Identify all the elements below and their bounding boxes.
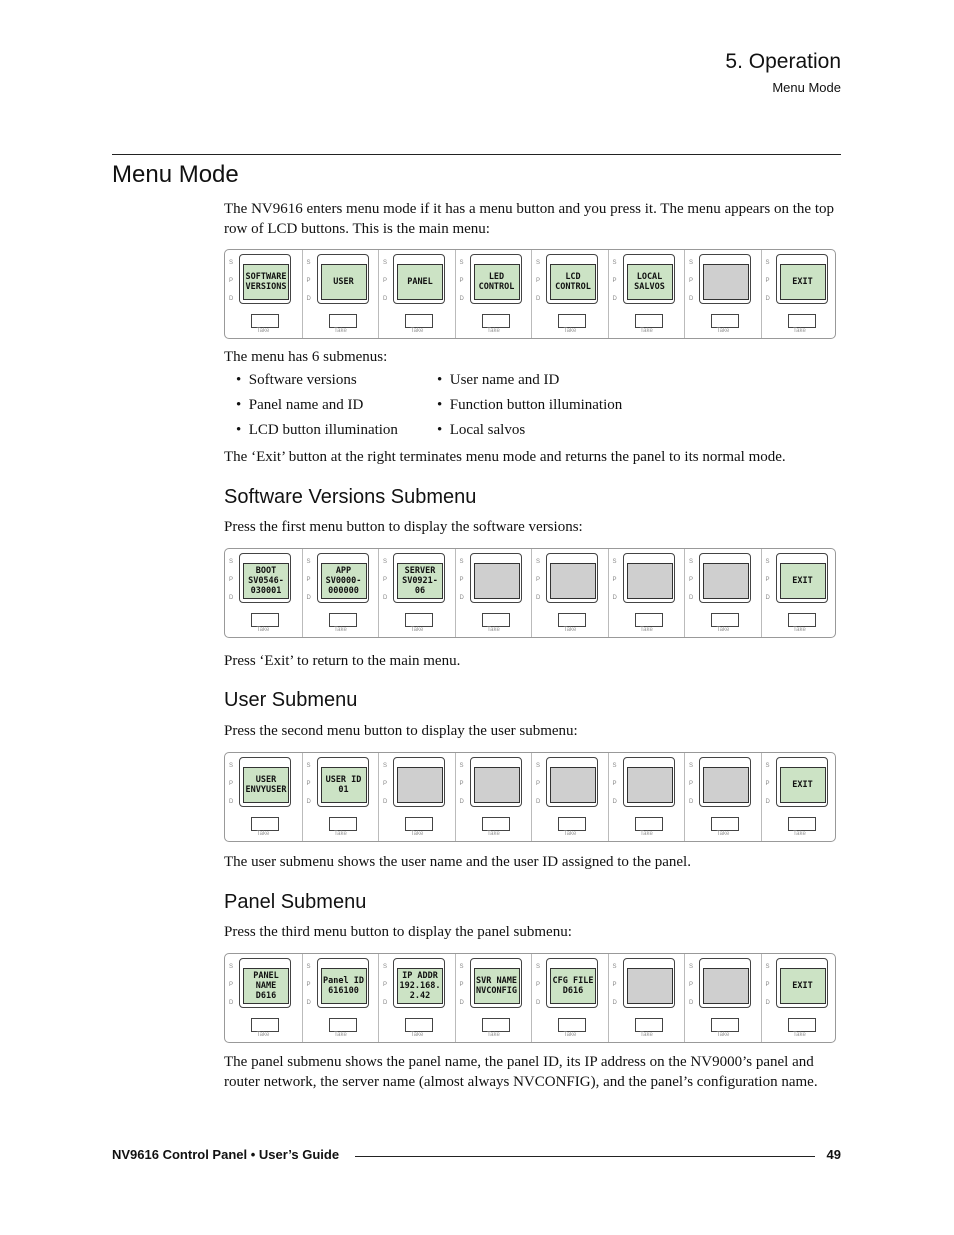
user-panel <box>224 752 836 842</box>
spd-label: S <box>459 763 464 769</box>
lcd-button-cell <box>684 549 761 637</box>
lcd-button[interactable] <box>776 254 828 304</box>
spd-label: D <box>612 296 617 302</box>
lcd-display <box>550 563 596 599</box>
spd-label: D <box>459 1000 464 1006</box>
lcd-display: PANEL <box>397 264 443 300</box>
spd-label: S <box>612 763 617 769</box>
spd-label: P <box>765 278 770 284</box>
lcd-button-cell <box>455 549 532 637</box>
lcd-button[interactable] <box>699 553 751 603</box>
spd-label: S <box>536 559 541 565</box>
take-button[interactable] <box>711 817 739 831</box>
lcd-button[interactable] <box>776 553 828 603</box>
spd-label: P <box>306 278 311 284</box>
spd-label: S <box>383 763 388 769</box>
take-label: Take <box>563 328 577 334</box>
spd-label: P <box>306 781 311 787</box>
panel-submenu-panel <box>224 953 836 1043</box>
spd-label: P <box>536 781 541 787</box>
lcd-display <box>703 968 749 1004</box>
lcd-button-cell <box>225 954 301 1042</box>
spd-label: P <box>536 278 541 284</box>
lcd-button-cell <box>302 549 379 637</box>
take-button[interactable] <box>251 613 279 627</box>
lcd-button[interactable] <box>776 958 828 1008</box>
lcd-button[interactable] <box>623 757 675 807</box>
lcd-button[interactable] <box>470 757 522 807</box>
lcd-display <box>703 767 749 803</box>
take-button[interactable] <box>711 1018 739 1032</box>
lcd-button[interactable] <box>393 757 445 807</box>
spd-label: D <box>383 1000 388 1006</box>
spd-label: P <box>306 982 311 988</box>
bullet-item: • LCD button illumination <box>236 422 398 438</box>
take-label: Take <box>487 627 500 633</box>
lcd-button-cell <box>761 549 838 637</box>
take-label: Take <box>640 328 653 334</box>
take-button[interactable] <box>558 314 586 328</box>
spd-label: S <box>612 559 617 565</box>
spd-label: S <box>459 964 464 970</box>
lcd-display: LED CONTROL <box>474 264 520 300</box>
spd-label: P <box>765 781 770 787</box>
lcd-display: EXIT <box>780 264 826 300</box>
spd-label: P <box>536 982 541 988</box>
lcd-button-cell <box>531 549 608 637</box>
take-button[interactable] <box>405 314 433 328</box>
lcd-display: EXIT <box>780 563 826 599</box>
spd-label: S <box>689 559 694 565</box>
lcd-display: CFG FILE D616 <box>550 968 596 1004</box>
spd-label: D <box>536 595 541 601</box>
software-panel <box>224 548 836 638</box>
lcd-display: EXIT <box>780 767 826 803</box>
lcd-button-cell <box>761 753 838 841</box>
take-button[interactable] <box>635 817 663 831</box>
take-label: Take <box>716 328 730 334</box>
take-button[interactable] <box>251 314 279 328</box>
user-heading: User Submenu <box>224 689 358 711</box>
take-button[interactable] <box>788 1018 816 1032</box>
spd-label: S <box>689 260 694 266</box>
spd-label: D <box>612 1000 617 1006</box>
take-label: Take <box>563 627 577 633</box>
lcd-button-cell <box>761 250 838 338</box>
page-number: 49 <box>826 1147 841 1162</box>
take-button[interactable] <box>788 314 816 328</box>
lcd-button[interactable] <box>393 958 445 1008</box>
take-label: Take <box>793 1032 806 1038</box>
take-button[interactable] <box>711 314 739 328</box>
spd-label: P <box>765 577 770 583</box>
spd-label: S <box>383 559 388 565</box>
spd-label: S <box>765 260 770 266</box>
lcd-display <box>627 563 673 599</box>
lcd-display: LOCAL SALVOS <box>627 264 673 300</box>
lcd-button[interactable] <box>239 553 291 603</box>
spd-label: P <box>459 781 464 787</box>
spd-label: P <box>383 982 388 988</box>
spd-label: S <box>459 559 464 565</box>
take-button[interactable] <box>329 1018 357 1032</box>
lcd-button-cell <box>225 549 301 637</box>
page-title: Menu Mode <box>112 161 239 188</box>
lcd-display <box>474 767 520 803</box>
spd-label: P <box>689 577 694 583</box>
main-menu-panel <box>224 249 836 339</box>
section-title: Menu Mode <box>772 80 841 95</box>
spd-label: P <box>383 781 388 787</box>
spd-label: D <box>459 595 464 601</box>
spd-label: P <box>306 577 311 583</box>
take-label: Take <box>793 627 806 633</box>
spd-label: P <box>612 577 617 583</box>
spd-label: P <box>612 982 617 988</box>
take-button[interactable] <box>482 1018 510 1032</box>
spd-label: D <box>536 799 541 805</box>
spd-label: S <box>536 964 541 970</box>
take-button[interactable] <box>482 817 510 831</box>
spd-label: D <box>383 799 388 805</box>
chapter-title: 5. Operation <box>725 50 841 73</box>
lcd-button-cell <box>378 753 455 841</box>
lcd-display: SERVER SV0921- 06 <box>397 563 443 599</box>
take-label: Take <box>716 627 730 633</box>
spd-label: D <box>459 799 464 805</box>
spd-label: D <box>689 1000 694 1006</box>
spd-label: S <box>306 964 311 970</box>
take-label: Take <box>334 1032 347 1038</box>
spd-label: D <box>612 799 617 805</box>
lcd-button-cell <box>225 250 301 338</box>
take-label: Take <box>256 328 270 334</box>
lcd-display <box>703 563 749 599</box>
panel-after: The panel submenu shows the panel name, the panel ID, its IP address on the NV9000’s panel and router network, the server name (almost always NVCONFIG), and the panel’s configuration name. <box>224 1054 818 1090</box>
spd-label: D <box>383 595 388 601</box>
spd-label: S <box>306 763 311 769</box>
take-label: Take <box>563 1032 577 1038</box>
spd-label: S <box>306 559 311 565</box>
take-button[interactable] <box>251 817 279 831</box>
take-button[interactable] <box>405 613 433 627</box>
spd-label: P <box>383 577 388 583</box>
take-label: Take <box>563 831 577 837</box>
lcd-button-cell <box>378 250 455 338</box>
take-button[interactable] <box>788 613 816 627</box>
panel-text: Press the third menu button to display the panel submenu: <box>224 924 572 940</box>
user-after: The user submenu shows the user name and the user ID assigned to the panel. <box>224 854 691 870</box>
lcd-display: LCD CONTROL <box>550 264 596 300</box>
take-label: Take <box>334 831 347 837</box>
lcd-display: USER <box>321 264 367 300</box>
lcd-button[interactable] <box>470 958 522 1008</box>
spd-label: S <box>229 763 234 769</box>
spd-label: P <box>459 278 464 284</box>
lcd-button-cell <box>684 250 761 338</box>
take-label: Take <box>256 831 270 837</box>
lcd-display: USER ENVYUSER <box>243 767 289 803</box>
lcd-button[interactable] <box>393 553 445 603</box>
spd-label: D <box>689 595 694 601</box>
spd-label: D <box>459 296 464 302</box>
spd-label: S <box>229 559 234 565</box>
lcd-button-cell <box>608 753 685 841</box>
lcd-display: IP ADDR 192.168. 2.42 <box>397 968 443 1004</box>
footer-rule <box>355 1156 815 1157</box>
lcd-button-cell <box>455 250 532 338</box>
take-button[interactable] <box>329 613 357 627</box>
spd-label: D <box>229 595 234 601</box>
spd-label: P <box>689 982 694 988</box>
bullet-item: • Panel name and ID <box>236 397 364 413</box>
spd-label: D <box>536 1000 541 1006</box>
lcd-button[interactable] <box>546 757 598 807</box>
lcd-display: BOOT SV0546- 030001 <box>243 563 289 599</box>
spd-label: D <box>689 799 694 805</box>
lcd-button-cell <box>608 549 685 637</box>
spd-label: P <box>765 982 770 988</box>
panel-heading: Panel Submenu <box>224 891 367 913</box>
spd-label: P <box>383 278 388 284</box>
lcd-button[interactable] <box>546 553 598 603</box>
lcd-button-cell <box>455 954 532 1042</box>
take-label: Take <box>793 328 806 334</box>
submenu-intro: The menu has 6 submenus: <box>224 349 388 365</box>
spd-label: P <box>536 577 541 583</box>
spd-label: D <box>229 799 234 805</box>
spd-label: P <box>612 781 617 787</box>
take-label: Take <box>334 328 347 334</box>
lcd-button[interactable] <box>317 553 369 603</box>
take-label: Take <box>640 627 653 633</box>
spd-label: P <box>689 278 694 284</box>
take-label: Take <box>716 831 730 837</box>
take-button[interactable] <box>635 613 663 627</box>
lcd-button-cell <box>531 250 608 338</box>
lcd-button-cell <box>684 954 761 1042</box>
spd-label: D <box>765 595 770 601</box>
take-label: Take <box>410 328 424 334</box>
lcd-button[interactable] <box>546 254 598 304</box>
take-label: Take <box>256 627 270 633</box>
lcd-display: Panel ID 616100 <box>321 968 367 1004</box>
lcd-display: SOFTWARE VERSIONS <box>243 264 289 300</box>
spd-label: S <box>536 260 541 266</box>
spd-label: D <box>765 296 770 302</box>
lcd-button[interactable] <box>239 958 291 1008</box>
lcd-button-cell <box>378 954 455 1042</box>
spd-label: D <box>306 1000 311 1006</box>
spd-label: P <box>229 982 234 988</box>
take-button[interactable] <box>405 817 433 831</box>
spd-label: P <box>229 278 234 284</box>
take-button[interactable] <box>558 613 586 627</box>
spd-label: D <box>229 296 234 302</box>
lcd-button[interactable] <box>699 958 751 1008</box>
lcd-button[interactable] <box>623 553 675 603</box>
bullet-item: • User name and ID <box>437 372 560 388</box>
spd-label: D <box>229 1000 234 1006</box>
take-label: Take <box>640 1032 653 1038</box>
spd-label: S <box>765 559 770 565</box>
take-label: Take <box>410 831 424 837</box>
lcd-button[interactable] <box>317 757 369 807</box>
spd-label: D <box>306 799 311 805</box>
lcd-button-cell <box>531 954 608 1042</box>
spd-label: D <box>536 296 541 302</box>
user-text: Press the second menu button to display the user submenu: <box>224 723 578 739</box>
take-button[interactable] <box>558 1018 586 1032</box>
take-label: Take <box>410 1032 424 1038</box>
spd-label: S <box>689 964 694 970</box>
lcd-button[interactable] <box>393 254 445 304</box>
take-label: Take <box>487 831 500 837</box>
lcd-button-cell <box>761 954 838 1042</box>
take-button[interactable] <box>711 613 739 627</box>
take-button[interactable] <box>482 613 510 627</box>
lcd-display <box>474 563 520 599</box>
take-button[interactable] <box>482 314 510 328</box>
spd-label: P <box>689 781 694 787</box>
lcd-button-cell <box>302 250 379 338</box>
lcd-button[interactable] <box>623 958 675 1008</box>
spd-label: S <box>383 964 388 970</box>
lcd-button[interactable] <box>317 958 369 1008</box>
spd-label: D <box>612 595 617 601</box>
spd-label: S <box>229 260 234 266</box>
take-label: Take <box>334 627 347 633</box>
spd-label: S <box>459 260 464 266</box>
take-button[interactable] <box>558 817 586 831</box>
take-label: Take <box>256 1032 270 1038</box>
spd-label: D <box>383 296 388 302</box>
lcd-display <box>627 968 673 1004</box>
lcd-button-cell <box>608 250 685 338</box>
take-button[interactable] <box>405 1018 433 1032</box>
spd-label: D <box>306 296 311 302</box>
header-rule <box>112 154 841 155</box>
take-button[interactable] <box>635 314 663 328</box>
lcd-button-cell <box>455 753 532 841</box>
lcd-display: SVR NAME NVCONFIG <box>474 968 520 1004</box>
take-button[interactable] <box>635 1018 663 1032</box>
spd-label: S <box>536 763 541 769</box>
lcd-display <box>627 767 673 803</box>
footer-title: NV9616 Control Panel • User’s Guide <box>112 1147 340 1162</box>
software-text: Press the first menu button to display the software versions: <box>224 519 583 535</box>
lcd-display <box>397 767 443 803</box>
lcd-display: EXIT <box>780 968 826 1004</box>
lcd-display: USER ID 01 <box>321 767 367 803</box>
take-label: Take <box>716 1032 730 1038</box>
spd-label: S <box>612 260 617 266</box>
take-button[interactable] <box>788 817 816 831</box>
exit-note: The ‘Exit’ button at the right terminates menu mode and returns the panel to its normal mode. <box>224 449 786 465</box>
spd-label: P <box>229 577 234 583</box>
software-heading: Software Versions Submenu <box>224 486 477 508</box>
lcd-display <box>550 767 596 803</box>
lcd-display: APP SV0000- 000000 <box>321 563 367 599</box>
lcd-button[interactable] <box>317 254 369 304</box>
lcd-button[interactable] <box>699 254 751 304</box>
spd-label: P <box>229 781 234 787</box>
lcd-button-cell <box>378 549 455 637</box>
take-button[interactable] <box>329 817 357 831</box>
software-after: Press ‘Exit’ to return to the main menu. <box>224 653 461 669</box>
spd-label: P <box>459 577 464 583</box>
spd-label: S <box>229 964 234 970</box>
lcd-button-cell <box>302 753 379 841</box>
lcd-button[interactable] <box>623 254 675 304</box>
take-label: Take <box>640 831 653 837</box>
lcd-button-cell <box>684 753 761 841</box>
take-label: Take <box>487 1032 500 1038</box>
spd-label: D <box>689 296 694 302</box>
lcd-button-cell <box>302 954 379 1042</box>
spd-label: D <box>765 799 770 805</box>
bullet-item: • Local salvos <box>437 422 526 438</box>
take-button[interactable] <box>251 1018 279 1032</box>
lcd-button[interactable] <box>239 254 291 304</box>
lcd-display: PANEL NAME D616 <box>243 968 289 1004</box>
spd-label: S <box>765 763 770 769</box>
lcd-button[interactable] <box>699 757 751 807</box>
bullet-item: • Function button illumination <box>437 397 623 413</box>
spd-label: S <box>383 260 388 266</box>
take-label: Take <box>410 627 424 633</box>
lcd-display <box>703 264 749 300</box>
intro-paragraph: The NV9616 enters menu mode if it has a menu button and you press it. The menu appears on the top row of LCD buttons. This is the main menu: <box>224 201 835 237</box>
spd-label: S <box>306 260 311 266</box>
bullet-item: • Software versions <box>236 372 357 388</box>
spd-label: S <box>612 964 617 970</box>
spd-label: P <box>612 278 617 284</box>
lcd-button[interactable] <box>470 254 522 304</box>
take-button[interactable] <box>329 314 357 328</box>
spd-label: D <box>765 1000 770 1006</box>
spd-label: S <box>765 964 770 970</box>
lcd-button[interactable] <box>239 757 291 807</box>
lcd-button-cell <box>608 954 685 1042</box>
take-label: Take <box>793 831 806 837</box>
lcd-button[interactable] <box>776 757 828 807</box>
spd-label: P <box>459 982 464 988</box>
lcd-button[interactable] <box>470 553 522 603</box>
spd-label: S <box>689 763 694 769</box>
spd-label: D <box>306 595 311 601</box>
take-label: Take <box>487 328 500 334</box>
lcd-button-cell <box>225 753 301 841</box>
lcd-button-cell <box>531 753 608 841</box>
lcd-button[interactable] <box>546 958 598 1008</box>
